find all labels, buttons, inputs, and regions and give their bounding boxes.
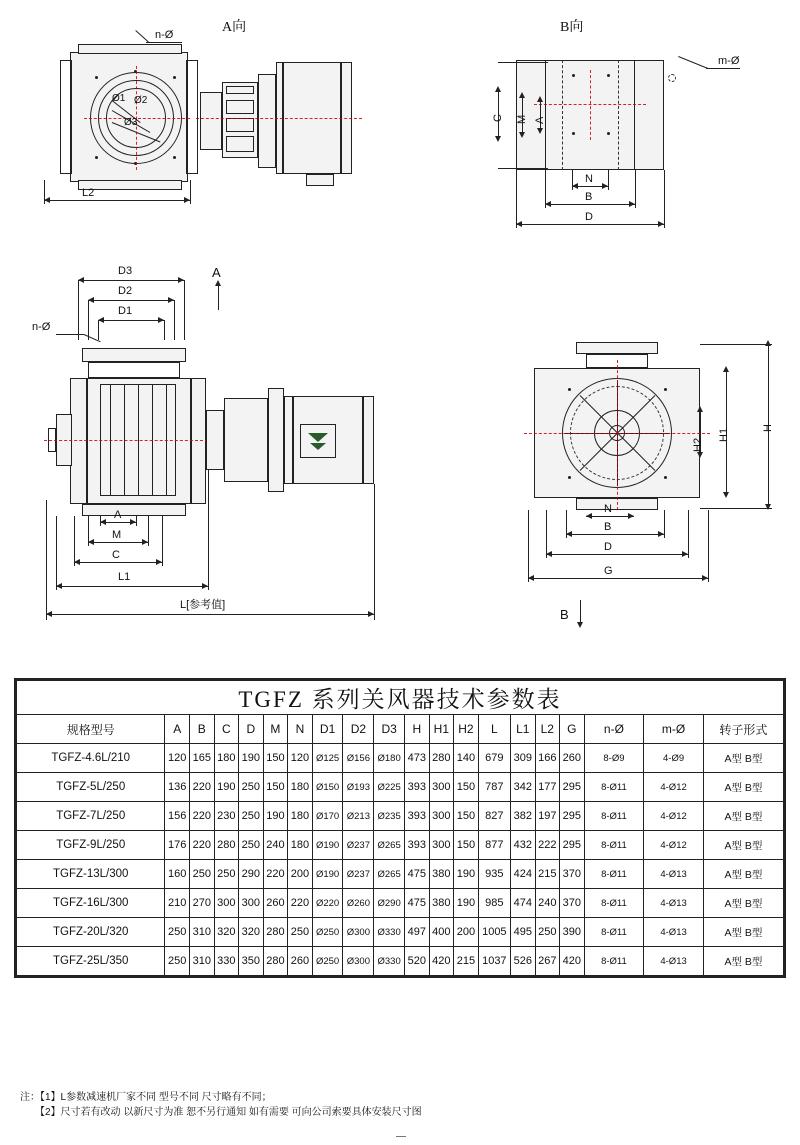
table-cell: 420 — [560, 947, 585, 976]
motor-flange-a — [258, 74, 276, 168]
table-cell: 120 — [288, 744, 313, 773]
table-header-cell: 规格型号 — [17, 715, 165, 744]
table-cell: 473 — [405, 744, 430, 773]
table-cell: 300 — [429, 773, 454, 802]
dim-D-topview: D — [585, 211, 593, 223]
table-cell: 220 — [189, 802, 214, 831]
table-header-cell: L1 — [510, 715, 535, 744]
table-cell: 4-Ø13 — [644, 860, 704, 889]
table-cell: 250 — [239, 773, 264, 802]
view-b-title: B向 — [560, 20, 584, 35]
section-marker-b: B — [560, 607, 569, 622]
table-cell: 1005 — [478, 918, 510, 947]
table-cell: 140 — [454, 744, 479, 773]
table-cell: Ø237 — [343, 860, 374, 889]
table-cell: Ø250 — [312, 918, 343, 947]
table-cell: 180 — [214, 744, 239, 773]
table-cell: Ø235 — [374, 802, 405, 831]
table-cell: Ø180 — [374, 744, 405, 773]
table-cell: 190 — [454, 889, 479, 918]
label-d1-circle: Ø1 — [112, 93, 126, 104]
table-cell: 156 — [165, 802, 190, 831]
dim-D2: D2 — [118, 285, 133, 297]
table-cell: A型 B型 — [703, 802, 783, 831]
table-cell: 310 — [189, 918, 214, 947]
dim-D1: D1 — [118, 305, 133, 317]
housing-end-a — [60, 60, 72, 174]
table-cell: 4-Ø12 — [644, 831, 704, 860]
table-cell: A型 B型 — [703, 831, 783, 860]
table-cell: 150 — [454, 831, 479, 860]
table-cell: 380 — [429, 860, 454, 889]
table-header-cell: D — [239, 715, 264, 744]
label-n-hole-a: n-Ø — [155, 29, 174, 41]
table-cell: 197 — [535, 802, 560, 831]
table-cell: 935 — [478, 860, 510, 889]
table-cell: 526 — [510, 947, 535, 976]
table-cell: 260 — [560, 744, 585, 773]
table-cell: 250 — [214, 860, 239, 889]
dim-M-main: M — [112, 529, 122, 541]
table-cell: 432 — [510, 831, 535, 860]
table-cell: 250 — [535, 918, 560, 947]
dim-L2-top: L2 — [82, 187, 95, 199]
table-row — [17, 947, 784, 976]
table-cell: 120 — [165, 744, 190, 773]
table-cell: 220 — [288, 889, 313, 918]
table-cell: 180 — [288, 831, 313, 860]
table-cell: 250 — [189, 860, 214, 889]
table-cell: 4-Ø12 — [644, 773, 704, 802]
table-cell: 200 — [288, 860, 313, 889]
table-header-cell: L — [478, 715, 510, 744]
dim-B-topview: B — [585, 191, 593, 203]
table-cell: 200 — [454, 918, 479, 947]
table-cell: 309 — [510, 744, 535, 773]
table-cell: 166 — [535, 744, 560, 773]
terminal-box-a — [306, 174, 334, 186]
table-header-cell: H2 — [454, 715, 479, 744]
table-row-model: TGFZ-7L/250 — [17, 802, 165, 831]
table-cell: Ø290 — [374, 889, 405, 918]
table-cell: A型 B型 — [703, 773, 783, 802]
table-header-cell: N — [288, 715, 313, 744]
table-cell: 393 — [405, 802, 430, 831]
note-line-2: 【2】尺寸若有改动 以新尺寸为准 恕不另行通知 如有需要 可向公司索要具体安装尺寸图 — [20, 1107, 422, 1118]
table-cell: 424 — [510, 860, 535, 889]
table-cell: 497 — [405, 918, 430, 947]
table-cell: 8-Ø11 — [584, 802, 644, 831]
dim-C-main: C — [112, 549, 120, 561]
table-cell: 180 — [288, 773, 313, 802]
table-cell: 240 — [263, 831, 288, 860]
table-row — [17, 744, 784, 773]
table-cell: Ø125 — [312, 744, 343, 773]
table-header-cell: A — [165, 715, 190, 744]
table-cell: 290 — [239, 860, 264, 889]
table-cell: Ø265 — [374, 831, 405, 860]
table-row — [17, 831, 784, 860]
table-cell: 320 — [214, 918, 239, 947]
table-row-model: TGFZ-5L/250 — [17, 773, 165, 802]
table-cell: Ø190 — [312, 860, 343, 889]
table-cell: 250 — [165, 947, 190, 976]
table-cell: 295 — [560, 773, 585, 802]
section-marker-a: A — [212, 265, 221, 280]
table-header-cell: m-Ø — [644, 715, 704, 744]
dim-D-end: D — [604, 541, 612, 553]
inlet-flange — [82, 348, 186, 362]
table-row-model: TGFZ-25L/350 — [17, 947, 165, 976]
table-cell: A型 B型 — [703, 918, 783, 947]
table-cell: 495 — [510, 918, 535, 947]
label-d3-circle: Ø3 — [124, 117, 138, 128]
spec-table — [16, 680, 784, 976]
table-cell: 320 — [239, 918, 264, 947]
table-cell: 136 — [165, 773, 190, 802]
table-cell: 280 — [263, 918, 288, 947]
table-cell: Ø260 — [343, 889, 374, 918]
table-cell: 300 — [214, 889, 239, 918]
table-cell: 300 — [429, 831, 454, 860]
table-cell: Ø330 — [374, 918, 405, 947]
table-cell: 215 — [535, 860, 560, 889]
housing-end-b — [186, 60, 198, 174]
dim-C-topview: C — [492, 114, 504, 122]
table-cell: Ø190 — [312, 831, 343, 860]
table-cell: 8-Ø11 — [584, 947, 644, 976]
table-cell: 330 — [214, 947, 239, 976]
table-header-cell: H — [405, 715, 430, 744]
table-header-cell: G — [560, 715, 585, 744]
note-line-1: 注：【1】L参数减速机厂家不同 型号不同 尺寸略有不同； — [20, 1092, 272, 1103]
table-cell: Ø156 — [343, 744, 374, 773]
dim-B-end: B — [604, 521, 612, 533]
table-cell: 8-Ø9 — [584, 744, 644, 773]
dim-N-topview: N — [585, 173, 593, 185]
table-cell: 260 — [263, 889, 288, 918]
table-cell: 150 — [263, 744, 288, 773]
sheet-center-mark — [396, 1136, 406, 1137]
table-cell: Ø225 — [374, 773, 405, 802]
table-cell: 160 — [165, 860, 190, 889]
table-cell: 393 — [405, 773, 430, 802]
table-header-cell: D3 — [374, 715, 405, 744]
table-cell: 176 — [165, 831, 190, 860]
table-cell: 8-Ø11 — [584, 889, 644, 918]
table-cell: Ø265 — [374, 860, 405, 889]
table-row-model: TGFZ-9L/250 — [17, 831, 165, 860]
dim-N-end: N — [604, 503, 612, 515]
table-row-model: TGFZ-16L/300 — [17, 889, 165, 918]
table-cell: 475 — [405, 889, 430, 918]
inlet-neck — [88, 362, 180, 378]
table-cell: 270 — [189, 889, 214, 918]
table-cell: 4-Ø9 — [644, 744, 704, 773]
table-cell: 877 — [478, 831, 510, 860]
table-row — [17, 802, 784, 831]
table-title-row — [17, 681, 784, 715]
dim-L-ref: L[参考值] — [180, 599, 226, 611]
table-header-cell: L2 — [535, 715, 560, 744]
dim-G-end: G — [604, 565, 613, 577]
table-title: TGFZ 系列关风器技术参数表 — [17, 681, 784, 715]
table-cell: 150 — [263, 773, 288, 802]
motor-flange-mid — [268, 388, 284, 492]
table-cell: 342 — [510, 773, 535, 802]
notes-block — [20, 1090, 422, 1120]
table-cell: 230 — [214, 802, 239, 831]
table-cell: 177 — [535, 773, 560, 802]
table-row — [17, 889, 784, 918]
table-cell: 300 — [239, 889, 264, 918]
table-cell: 985 — [478, 889, 510, 918]
flange-top-a — [78, 44, 182, 54]
dim-A-main: A — [114, 509, 122, 521]
outlet-flange — [82, 504, 186, 516]
table-cell: 240 — [535, 889, 560, 918]
table-cell: 474 — [510, 889, 535, 918]
table-cell: 210 — [165, 889, 190, 918]
table-row — [17, 918, 784, 947]
table-cell: 220 — [189, 773, 214, 802]
label-n-hole-mid: n-Ø — [32, 321, 51, 333]
table-cell: Ø250 — [312, 947, 343, 976]
table-cell: 220 — [263, 860, 288, 889]
table-cell: 295 — [560, 802, 585, 831]
table-cell: 475 — [405, 860, 430, 889]
table-cell: 250 — [288, 918, 313, 947]
table-cell: 222 — [535, 831, 560, 860]
table-cell: Ø150 — [312, 773, 343, 802]
table-cell: 370 — [560, 860, 585, 889]
table-cell: 300 — [429, 802, 454, 831]
table-cell: 190 — [263, 802, 288, 831]
table-header-cell: B — [189, 715, 214, 744]
label-d2-circle: Ø2 — [134, 95, 148, 106]
table-cell: 8-Ø11 — [584, 773, 644, 802]
table-cell: Ø220 — [312, 889, 343, 918]
dim-D3: D3 — [118, 265, 133, 277]
table-cell: 400 — [429, 918, 454, 947]
table-row-model: TGFZ-13L/300 — [17, 860, 165, 889]
table-cell: 8-Ø11 — [584, 860, 644, 889]
table-cell: 150 — [454, 773, 479, 802]
dim-H1: H1 — [718, 427, 730, 442]
table-cell: 250 — [239, 831, 264, 860]
table-header-row — [17, 715, 784, 744]
table-cell: 280 — [429, 744, 454, 773]
table-cell: 380 — [429, 889, 454, 918]
table-cell: 165 — [189, 744, 214, 773]
label-m-hole: m-Ø — [718, 55, 740, 67]
table-header-cell: D1 — [312, 715, 343, 744]
table-cell: 420 — [429, 947, 454, 976]
table-cell: 520 — [405, 947, 430, 976]
table-cell: 4-Ø13 — [644, 918, 704, 947]
table-cell: A型 B型 — [703, 744, 783, 773]
table-cell: 1037 — [478, 947, 510, 976]
dim-A-topview: A — [534, 116, 546, 124]
dim-L1: L1 — [118, 571, 131, 583]
table-header-cell: M — [263, 715, 288, 744]
table-cell: 8-Ø11 — [584, 918, 644, 947]
view-a-title: A向 — [222, 20, 247, 35]
coupling-guard-mid — [206, 410, 224, 470]
table-header-cell: H1 — [429, 715, 454, 744]
table-cell: Ø300 — [343, 947, 374, 976]
table-cell: Ø193 — [343, 773, 374, 802]
table-cell: 250 — [239, 802, 264, 831]
table-cell: 827 — [478, 802, 510, 831]
table-cell: 4-Ø12 — [644, 802, 704, 831]
table-cell: 220 — [189, 831, 214, 860]
table-cell: Ø170 — [312, 802, 343, 831]
table-cell: 267 — [535, 947, 560, 976]
table-row-model: TGFZ-4.6L/210 — [17, 744, 165, 773]
table-cell: 280 — [263, 947, 288, 976]
end-top-flange — [576, 342, 658, 354]
dim-H2: H2 — [692, 437, 704, 452]
table-cell: 370 — [560, 889, 585, 918]
table-cell: Ø300 — [343, 918, 374, 947]
table-cell: A型 B型 — [703, 947, 783, 976]
dim-M-topview: M — [516, 114, 528, 124]
table-cell: 350 — [239, 947, 264, 976]
table-cell: 295 — [560, 831, 585, 860]
table-cell: 787 — [478, 773, 510, 802]
table-cell: 4-Ø13 — [644, 947, 704, 976]
table-cell: 390 — [560, 918, 585, 947]
table-row-model: TGFZ-20L/320 — [17, 918, 165, 947]
table-cell: Ø237 — [343, 831, 374, 860]
table-cell: 150 — [454, 802, 479, 831]
table-cell: 250 — [165, 918, 190, 947]
table-cell: A型 B型 — [703, 889, 783, 918]
table-header-cell: D2 — [343, 715, 374, 744]
table-cell: 190 — [454, 860, 479, 889]
table-cell: 180 — [288, 802, 313, 831]
table-header-cell: C — [214, 715, 239, 744]
table-cell: 4-Ø13 — [644, 889, 704, 918]
table-cell: Ø213 — [343, 802, 374, 831]
table-row — [17, 773, 784, 802]
table-cell: 260 — [288, 947, 313, 976]
table-header-cell: 转子形式 — [703, 715, 783, 744]
dim-H: H — [762, 424, 774, 432]
table-cell: 8-Ø11 — [584, 831, 644, 860]
table-cell: 280 — [214, 831, 239, 860]
table-cell: 215 — [454, 947, 479, 976]
table-cell: 190 — [214, 773, 239, 802]
spec-table-container — [14, 678, 786, 978]
table-cell: 310 — [189, 947, 214, 976]
table-cell: 393 — [405, 831, 430, 860]
table-cell: Ø330 — [374, 947, 405, 976]
brand-logo-icon — [306, 430, 330, 452]
gearbox-mid — [224, 398, 268, 482]
table-cell: A型 B型 — [703, 860, 783, 889]
coupling-guard — [200, 92, 222, 150]
table-row — [17, 860, 784, 889]
table-cell: 679 — [478, 744, 510, 773]
table-cell: 190 — [239, 744, 264, 773]
table-header-cell: n-Ø — [584, 715, 644, 744]
table-cell: 382 — [510, 802, 535, 831]
